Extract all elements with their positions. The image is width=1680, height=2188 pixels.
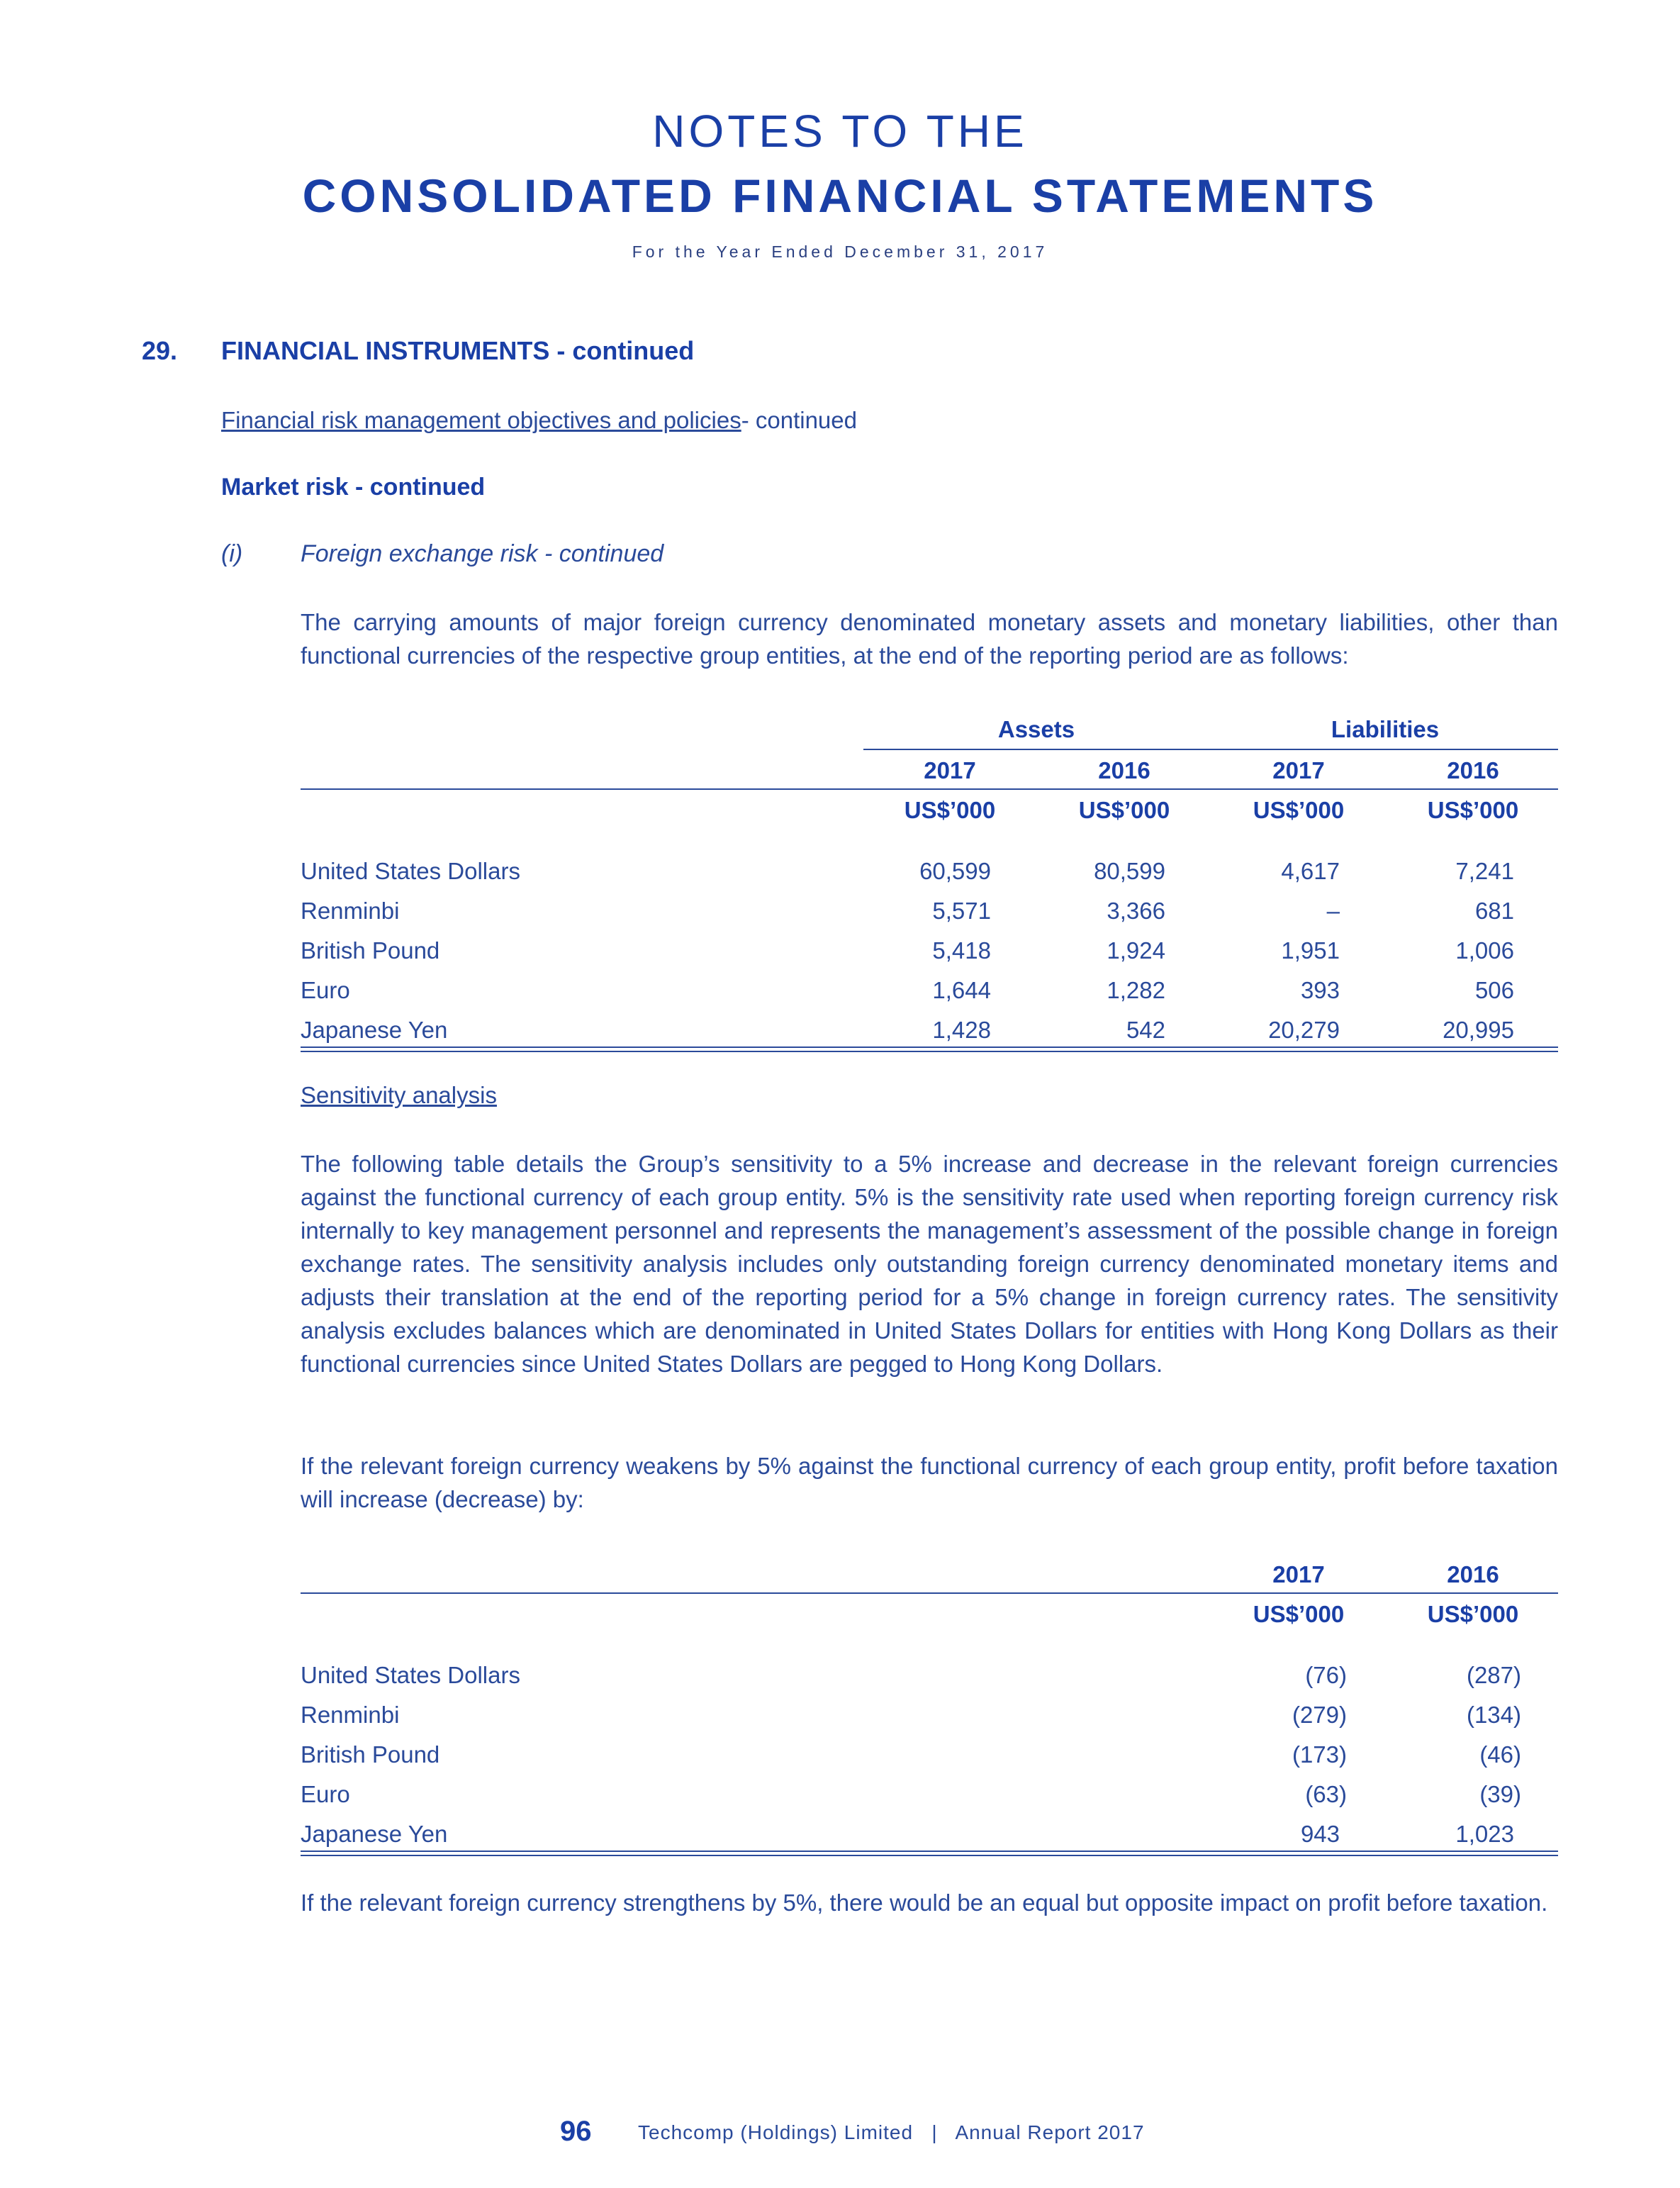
t2-cell: (279) <box>1292 1702 1347 1728</box>
t1-cell: 1,006 <box>1455 937 1514 964</box>
group-header-rule <box>863 749 1558 750</box>
t1-cell: 5,418 <box>932 937 991 964</box>
t1-row-label: United States Dollars <box>301 858 520 884</box>
t1-cell: 542 <box>1126 1017 1165 1043</box>
t1-cell: 1,428 <box>932 1017 991 1043</box>
t1-cell: 1,282 <box>1107 977 1165 1003</box>
t1-row-label: Japanese Yen <box>301 1017 448 1043</box>
group-header-assets: Assets <box>997 716 1075 742</box>
t1-year-3: 2017 <box>1272 757 1325 783</box>
t2-cell: (39) <box>1479 1781 1521 1807</box>
t1-row-label: Euro <box>301 977 350 1003</box>
sensitivity-paragraph-3: If the relevant foreign currency strengthens by 5%, there would be an equal but opposite impact on profit before taxation. <box>301 1890 1548 1916</box>
header-line-1: NOTES TO THE <box>652 106 1028 157</box>
t2-row-label: British Pound <box>301 1741 440 1768</box>
t1-cell: 7,241 <box>1455 858 1514 884</box>
sensitivity-paragraph-2: If the relevant foreign currency weakens by 5% against the functional currency of each group entity, profit before taxation will increase (decrease) by: <box>301 1453 1558 1512</box>
t1-year-rule <box>301 788 1558 790</box>
t1-year-2: 2016 <box>1098 757 1150 783</box>
item-title: Foreign exchange risk - continued <box>301 540 664 567</box>
t2-row-label: Renminbi <box>301 1702 400 1728</box>
section-number: 29. <box>142 336 178 365</box>
t1-cell: 681 <box>1474 898 1514 924</box>
t2-cell: 1,023 <box>1455 1821 1514 1847</box>
t1-row-label: British Pound <box>301 937 440 964</box>
t2-unit-1: US$’000 <box>1253 1601 1345 1627</box>
t2-year-rule <box>301 1592 1558 1594</box>
t1-cell: 3,366 <box>1107 898 1165 924</box>
t1-cell: 506 <box>1474 977 1514 1003</box>
t1-row-label: Renminbi <box>301 898 400 924</box>
header-subtitle: For the Year Ended December 31, 2017 <box>632 242 1048 261</box>
t1-cell: 1,951 <box>1281 937 1340 964</box>
t1-cell: 5,571 <box>932 898 991 924</box>
header-title: CONSOLIDATED FINANCIAL STATEMENTS <box>302 169 1378 222</box>
t1-year-4: 2016 <box>1447 757 1499 783</box>
t2-year-1: 2017 <box>1272 1561 1325 1587</box>
sensitivity-paragraph-1: The following table details the Group’s sensitivity to a 5% increase and decrease in the relevant foreign currencies against the functional currency of each group entity. 5% is the sensitivity rate used when reporting foreign currency risk internally to key management personnel and represents the management’s assessment of the possible change in foreign exchange rates. The sensitivity analysis includes only outstanding foreign currency denominated monetary items and adjusts their translation at the end of the reporting period for a 5% change in foreign currency rates. The sensitivity analysis excludes balances which are denominated in United States Dollars for entities with Hong Kong Dollars as their functional currencies since United States Dollars are pegged to Hong Kong Dollars. <box>301 1151 1558 1377</box>
t2-cell: (134) <box>1466 1702 1521 1728</box>
t1-cell: 4,617 <box>1281 858 1340 884</box>
item-marker: (i) <box>221 540 243 567</box>
page-number: 96 <box>560 2116 592 2147</box>
t2-cell: (76) <box>1305 1662 1347 1688</box>
t1-unit-3: US$’000 <box>1253 797 1345 823</box>
sensitivity-heading: Sensitivity analysis <box>301 1082 497 1108</box>
t1-cell: 20,995 <box>1443 1017 1514 1043</box>
t1-unit-1: US$’000 <box>904 797 996 823</box>
t2-unit-2: US$’000 <box>1427 1601 1519 1627</box>
t1-cell: 60,599 <box>919 858 991 884</box>
t1-cell: 80,599 <box>1094 858 1165 884</box>
t1-cell: 20,279 <box>1268 1017 1340 1043</box>
t1-unit-4: US$’000 <box>1427 797 1519 823</box>
subheading-underlined: Financial risk management objectives and policies <box>221 407 741 433</box>
t1-unit-2: US$’000 <box>1078 797 1170 823</box>
t2-total-rule <box>301 1851 1558 1856</box>
t1-cell: 1,924 <box>1107 937 1165 964</box>
t2-cell: (63) <box>1305 1781 1347 1807</box>
t1-cell: – <box>1326 898 1340 924</box>
t2-row-label: Japanese Yen <box>301 1821 448 1847</box>
t2-cell: (287) <box>1466 1662 1521 1688</box>
t2-row-label: United States Dollars <box>301 1662 520 1688</box>
t2-cell: 943 <box>1300 1821 1340 1847</box>
t1-cell: 1,644 <box>932 977 991 1003</box>
group-header-liabilities: Liabilities <box>1331 716 1440 742</box>
t2-year-2: 2016 <box>1447 1561 1499 1587</box>
t2-cell: (46) <box>1479 1741 1521 1768</box>
subheading <box>221 407 857 434</box>
market-risk-heading: Market risk - continued <box>221 474 486 501</box>
t1-total-rule <box>301 1046 1558 1052</box>
subheading-suffix: - continued <box>741 407 857 433</box>
t2-row-label: Euro <box>301 1781 350 1807</box>
footer-text: Techcomp (Holdings) Limited | Annual Report 2017 <box>638 2121 1145 2143</box>
t2-cell: (173) <box>1292 1741 1347 1768</box>
t1-year-1: 2017 <box>924 757 976 783</box>
intro-paragraph: The carrying amounts of major foreign currency denominated monetary assets and monetary liabilities, other than functional currencies of the respective group entities, at the end of the reporting period are as follows: <box>301 609 1558 669</box>
t1-cell: 393 <box>1300 977 1340 1003</box>
section-title: FINANCIAL INSTRUMENTS - continued <box>221 336 695 365</box>
